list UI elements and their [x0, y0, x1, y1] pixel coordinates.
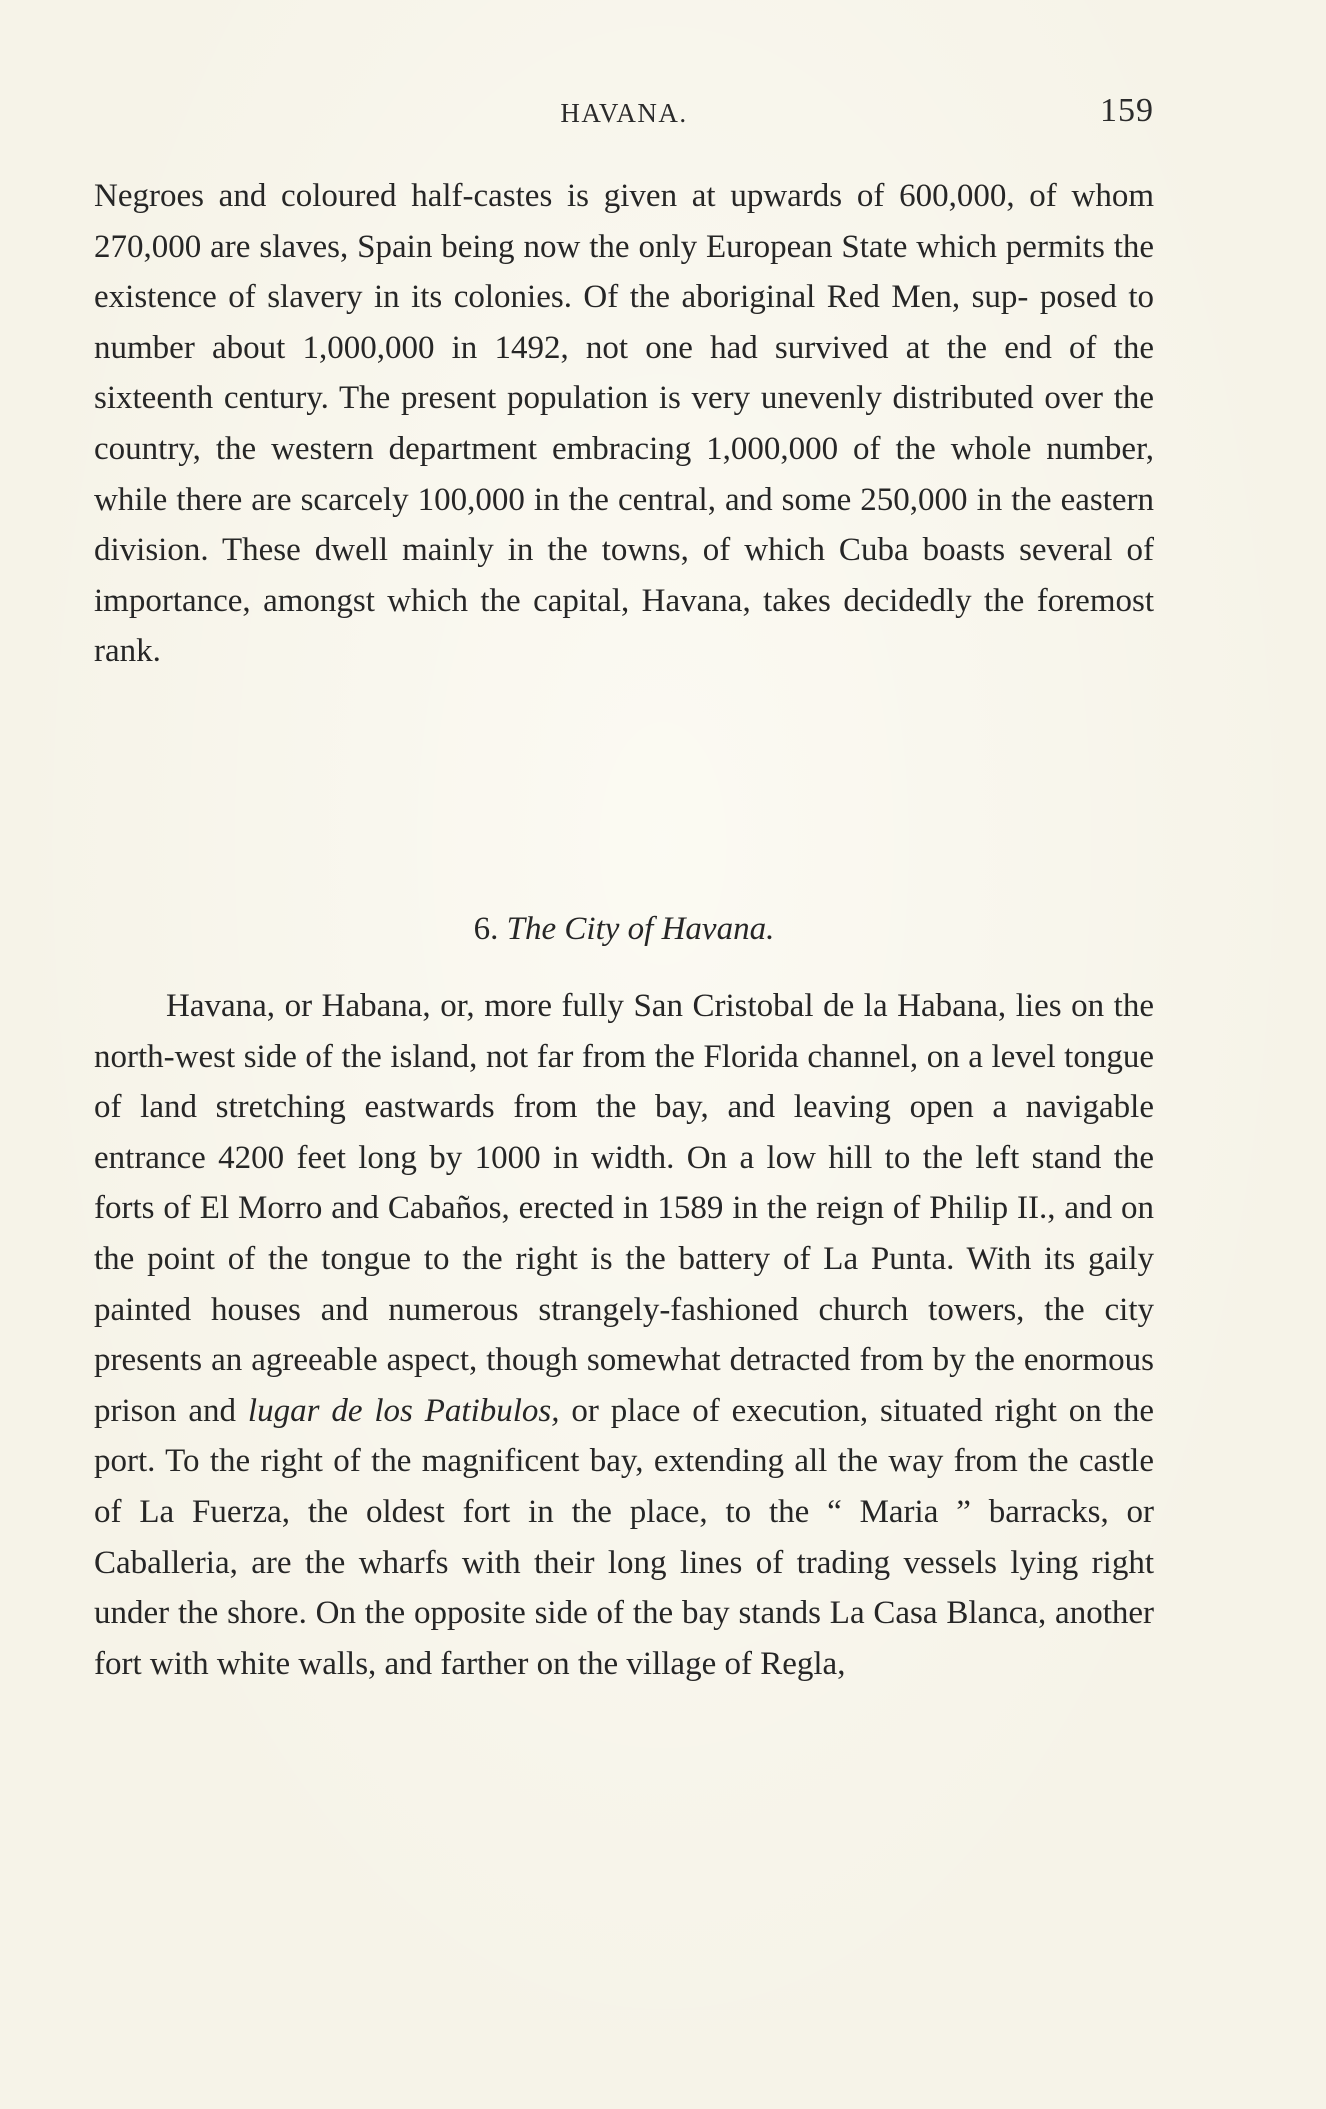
paragraph-2-line: On a low hill to the left stand the forts of El Morro and	[94, 1139, 1155, 1227]
paragraph-2-line: not far from the Florida channel, on a level tongue of	[94, 1038, 1154, 1126]
paragraph-1-line: the only European State which permits the existence of	[94, 228, 1155, 316]
paragraph-2-line: strangely-fashioned church towers, the city presents an	[94, 1291, 1155, 1379]
paragraph-2-line: Havana, or Habana, or, more fully San Cristobal	[166, 988, 814, 1024]
paragraph-1-line: Negroes and coloured half-castes is given at upwards of	[94, 178, 885, 214]
paragraph-1-line: the western department embracing 1,000,000 of the whole	[215, 430, 1032, 467]
page-number: 159	[1100, 92, 1154, 129]
paragraph-2-line: of trading vessels lying right under the shore. On the	[94, 1544, 1154, 1632]
paragraph-1-line: importance, amongst which the capital, Havana, takes	[94, 582, 831, 619]
section-title: The City of Havana.	[506, 911, 775, 947]
paragraph-1-line: mainly in the towns, of which Cuba boasts several of	[402, 532, 1155, 569]
paragraph-continued	[94, 171, 1154, 677]
paragraph-1-line: and some 250,000 in the eastern division. These dwell	[94, 481, 1155, 569]
paragraph-2-line: opposite side of the bay stands La Casa Blanca, another	[413, 1595, 1155, 1632]
paragraph-2-line: execution, situated right on the port. To the right of the	[94, 1392, 1154, 1480]
paragraph-1-line: number, while there are scarcely 100,000 in the central,	[94, 430, 1154, 518]
paragraph-2-line: enormous prison and	[94, 1342, 1155, 1429]
section-heading-text	[94, 904, 1154, 955]
paragraph-2-line: or place of	[559, 1392, 720, 1429]
italic-phrase: lugar de los Patibulos,	[247, 1392, 560, 1429]
paragraph-2-line: Punta. With its gaily painted houses and numerous	[94, 1240, 1155, 1328]
paragraph-2-line: navigable entrance 4200 feet long by 1000 in width.	[94, 1089, 1154, 1176]
running-head	[94, 92, 1154, 132]
paragraph-2-line: barracks, or Caballeria, are the wharfs with their long lines	[94, 1493, 1155, 1581]
section-number: 6.	[473, 911, 499, 947]
paragraph-1-line: posed to number about 1,000,000 in 1492, not one had	[94, 279, 1154, 366]
paragraph-2-line: fort with white walls, and farther on the village of Regla,	[94, 1645, 846, 1682]
paragraph-1-text	[94, 171, 1154, 677]
paragraph-1-line: 600,000, of whom 270,000 are slaves, Spain being now	[94, 178, 1154, 265]
paragraph-1-line: slavery in its colonies. Of the aboriginal Red Men, sup-	[267, 279, 1029, 316]
paragraph-2-line: on the point of the tongue to the right is the battery of La	[94, 1190, 1155, 1277]
paragraph-2-line: agreeable aspect, though somewhat detracted from by the	[251, 1342, 1015, 1379]
paragraph-city-of-havana	[94, 981, 1154, 1689]
paragraph-1-line: population is very unevenly distributed over the country,	[94, 380, 1155, 467]
paragraph-2-line: de la Habana, lies on the north-west side of the island,	[94, 988, 1154, 1075]
section-heading	[94, 904, 1154, 955]
running-title: HAVANA.	[560, 98, 688, 128]
paragraph-1-line: survived at the end of the sixteenth century. The present	[94, 329, 1155, 417]
paragraph-2-line: magnificent bay, extending all the way from the castle of	[94, 1443, 1154, 1530]
paragraph-2-line: La Fuerza, the oldest fort in the place, to the “ Maria ”	[139, 1493, 971, 1530]
paragraph-2-text	[94, 981, 1154, 1689]
paragraph-2-line: land stretching eastwards from the bay, and leaving open a	[140, 1089, 1008, 1126]
paragraph-2-line: Cabaños, erected in 1589 in the reign of Philip II., and	[387, 1190, 1113, 1227]
paragraph-1-line: decidedly the foremost rank.	[94, 582, 1155, 670]
